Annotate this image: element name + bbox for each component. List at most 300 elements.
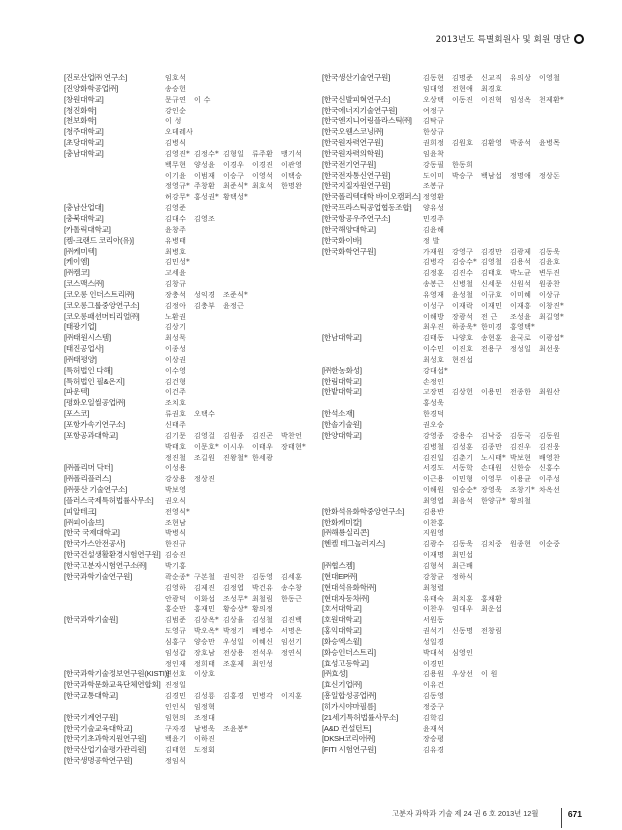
member-name: 임대영 — [423, 84, 445, 93]
organization-name: [진양화학공업㈜] — [64, 83, 119, 93]
organization-name: [화승엑스윌] — [322, 636, 362, 646]
member-name: 이시우 — [223, 442, 245, 451]
member-name: 조성윤 — [510, 312, 532, 321]
member-entry — [64, 257, 322, 268]
member-entry — [64, 149, 322, 203]
member-names — [165, 333, 322, 344]
member-name: 심영인 — [452, 648, 474, 657]
member-names — [423, 181, 580, 192]
organization-name: [FITI 시험연구원] — [322, 745, 377, 755]
member-name: 성일경 — [423, 637, 445, 646]
member-name: 진정일 — [165, 681, 187, 690]
page-footer — [392, 804, 582, 824]
member-names — [423, 366, 580, 377]
member-name: 박보영 — [165, 486, 187, 495]
member-name: 김상율 — [223, 616, 245, 625]
member-entry — [64, 615, 322, 669]
member-entry — [64, 528, 322, 539]
member-names — [423, 138, 580, 149]
member-entry — [64, 203, 322, 214]
member-names — [165, 355, 322, 366]
member-names — [423, 116, 580, 127]
member-name: 윤재석 — [423, 724, 445, 733]
member-name: 김동현 — [423, 74, 445, 82]
member-name: 임현의 — [165, 713, 187, 722]
member-name: 이동진 — [452, 95, 474, 104]
member-name: 신한승 — [510, 464, 532, 473]
member-name: 이재락 — [452, 301, 474, 310]
member-names — [165, 463, 322, 474]
organization-name: [한국생명공학연구원] — [64, 756, 133, 766]
member-name: 조봉규 — [423, 182, 445, 191]
member-entry — [64, 691, 322, 713]
member-name: 노시태* — [481, 453, 506, 462]
organization-name: [한국 국제대학교] — [64, 528, 120, 538]
member-name: 장승평 — [423, 735, 445, 744]
member-names — [165, 496, 322, 507]
member-name: 남병욱 — [194, 724, 216, 733]
member-name: 이상규 — [539, 290, 561, 299]
member-names — [423, 409, 580, 420]
member-name: 신세문 — [481, 280, 503, 289]
member-name: 현진섭 — [452, 355, 474, 364]
member-name: 강용수 — [452, 431, 474, 440]
member-names — [165, 301, 322, 312]
member-name: 장충석 — [165, 290, 187, 299]
organization-name: [태진공업사] — [64, 344, 104, 354]
member-entry — [64, 84, 322, 95]
member-name: 임대우 — [452, 605, 474, 614]
member-name: 임승순* — [452, 486, 477, 495]
organization-name: [한국엔지니어링플라스틱㈜] — [322, 116, 412, 126]
member-names — [165, 225, 322, 236]
organization-name: [창원대학교] — [64, 94, 104, 104]
member-names — [165, 550, 322, 561]
organization-name: [효신기업㈜] — [322, 680, 362, 690]
member-entry — [64, 138, 322, 149]
member-name: 김낙중 — [481, 431, 503, 440]
member-names — [423, 691, 580, 702]
member-name: 이하진 — [194, 735, 216, 744]
member-name: 김영철 — [481, 258, 503, 267]
member-name: 전 근 — [481, 312, 498, 321]
member-entry — [64, 669, 322, 680]
member-name: 류권호 — [165, 410, 187, 419]
member-name: 한진규 — [165, 540, 187, 549]
member-name: 여정구 — [423, 106, 445, 115]
member-name: 박노균 — [510, 269, 532, 278]
member-entry — [64, 247, 322, 258]
member-entry — [322, 333, 580, 366]
member-entry — [64, 312, 322, 323]
member-name: 정성일 — [510, 345, 532, 354]
member-name: 유태숙 — [423, 594, 445, 603]
member-name: 김태헌 — [165, 746, 187, 755]
member-name: 최운섭 — [481, 605, 503, 614]
member-name: 박대석 — [423, 648, 445, 657]
member-entry — [64, 680, 322, 691]
member-name: 구본철 — [194, 572, 216, 581]
member-name: 김기문 — [165, 431, 187, 440]
member-name: 신동명 — [452, 627, 474, 636]
member-name: 한세광 — [252, 453, 274, 462]
member-names — [165, 409, 322, 420]
member-name: 윤병목 — [539, 139, 561, 148]
member-entry — [322, 225, 580, 236]
member-names — [165, 691, 322, 713]
member-entry — [64, 301, 322, 312]
member-name: 김학김 — [423, 713, 445, 722]
member-entry — [322, 377, 580, 388]
member-entry — [64, 377, 322, 388]
member-names — [165, 756, 322, 767]
member-names — [165, 73, 322, 84]
member-names — [165, 713, 322, 724]
organization-name: [천보화학] — [64, 116, 97, 126]
member-entry — [64, 572, 322, 615]
member-name: 우성일 — [223, 637, 245, 646]
member-name: 김정엽 — [223, 583, 245, 592]
member-name: 박병식 — [165, 529, 187, 538]
member-entry — [64, 106, 322, 117]
member-name: 권희정 — [423, 139, 445, 148]
member-names — [165, 734, 322, 745]
member-name: 이경진 — [252, 160, 274, 169]
member-name: 김진우 — [510, 442, 532, 451]
member-name: 박찬언 — [281, 431, 303, 440]
organization-name: [한밭대학교] — [322, 387, 362, 397]
page-header — [436, 33, 584, 45]
member-entry — [322, 561, 580, 572]
organization-name: [코스맥스㈜] — [64, 279, 104, 289]
member-names — [165, 322, 322, 333]
organization-name: [한화석유화학중앙연구소] — [322, 506, 405, 516]
member-name: 최치훈 — [452, 594, 474, 603]
member-name: 이 수 — [194, 95, 211, 104]
member-name: 진왕철* — [223, 453, 248, 462]
member-name: 최성묵 — [165, 334, 187, 343]
organization-name: [한국원자력의학원] — [322, 148, 383, 158]
member-name: 김용원 — [423, 670, 445, 679]
organization-name: [㈜한농화성] — [322, 365, 362, 375]
organization-name: [켐-크랜드 코리아(유)] — [64, 235, 134, 245]
member-name: 김동욱 — [539, 247, 561, 256]
member-names — [423, 615, 580, 626]
member-name: 지원영 — [423, 529, 445, 538]
member-name: 김진백 — [281, 616, 303, 625]
member-entry — [64, 550, 322, 561]
member-name: 이혜신 — [252, 637, 274, 646]
member-name: 김병철 — [423, 442, 445, 451]
member-name: 이상호 — [194, 670, 216, 679]
member-name: 손정인 — [423, 377, 445, 386]
member-name: 이용민 — [481, 388, 503, 397]
organization-name: [진로산업㈜ 연구소] — [64, 73, 128, 82]
member-names — [423, 214, 580, 225]
organization-name: [화승인더스트리] — [322, 647, 376, 657]
organization-name: [코오롱 인더스트리㈜] — [64, 289, 135, 299]
member-name: 김영진* — [165, 149, 190, 158]
member-name: 정하식 — [452, 572, 474, 581]
member-names — [423, 225, 580, 236]
member-names — [165, 279, 322, 290]
member-names — [423, 247, 580, 334]
organization-name: [㈜케미텍] — [64, 246, 97, 256]
member-entry — [64, 366, 322, 377]
member-name: 김원종 — [223, 431, 245, 440]
member-name: 배영찬 — [539, 453, 561, 462]
member-name: 박오옥* — [194, 627, 219, 636]
member-name: 김명준 — [452, 74, 474, 82]
member-name: 조준식* — [223, 290, 248, 299]
member-entry — [64, 507, 322, 518]
member-names — [165, 528, 322, 539]
member-entry — [64, 214, 322, 225]
member-names — [165, 485, 322, 496]
organization-name: [플러스국제특허법률사무소] — [64, 495, 154, 505]
member-name: 김승수* — [452, 258, 477, 267]
member-name: 김대수 — [165, 214, 187, 223]
member-name: 정상돈 — [539, 171, 561, 180]
member-names — [165, 420, 322, 431]
member-entry — [322, 702, 580, 713]
member-name: 김치중 — [481, 540, 503, 549]
member-name: 김종만 — [481, 442, 503, 451]
member-names — [165, 669, 322, 680]
member-names — [165, 95, 322, 106]
member-names — [423, 528, 580, 539]
organization-name: [㈜피이솔브] — [64, 517, 104, 527]
member-entry — [322, 192, 580, 203]
organization-name: [㈜켐코] — [64, 268, 90, 278]
organization-name: [현대석유화학㈜] — [322, 582, 377, 592]
member-names — [423, 702, 580, 713]
member-name: 장영욱 — [481, 486, 503, 495]
member-name: 허강무* — [165, 193, 190, 202]
member-name: 신홍수 — [539, 464, 561, 473]
member-entry — [64, 344, 322, 355]
member-entry — [322, 366, 580, 377]
organization-name: [호원대학교] — [322, 615, 362, 625]
organization-name: [호서대학교] — [322, 604, 362, 614]
member-names — [165, 398, 322, 409]
organization-name: [21세기특허법률사무소] — [322, 712, 399, 722]
member-name: 조현남 — [165, 518, 187, 527]
member-name: 이태우 — [252, 442, 274, 451]
member-name: 김범준 — [165, 616, 187, 625]
member-name: 전용구 — [481, 345, 503, 354]
member-name: 문규연 — [165, 95, 187, 104]
member-name: 김성철 — [252, 616, 274, 625]
member-name: 정영규* — [165, 182, 190, 191]
member-name: 김정아 — [165, 301, 187, 310]
organization-name: [㈜효성] — [322, 669, 348, 679]
organization-name: [한국지질자원연구원] — [322, 181, 391, 191]
member-name: 홍채환 — [481, 594, 503, 603]
organization-name: [평화오일씰공업㈜] — [64, 398, 126, 408]
member-entry — [64, 756, 322, 767]
member-name: 한상규 — [423, 128, 445, 137]
member-name: 박종석 — [510, 139, 532, 148]
member-name: 이찬우 — [423, 605, 445, 614]
organization-name: [한석소재] — [322, 409, 355, 419]
member-name: 이관영 — [281, 160, 303, 169]
member-names — [423, 192, 580, 203]
member-name: 권석기 — [423, 627, 445, 636]
organization-name: [한국건설생활환경시험연구원] — [64, 550, 161, 560]
member-name: 이문호* — [194, 442, 219, 451]
member-name: 배병수 — [252, 627, 274, 636]
member-name: 임성옥 — [510, 95, 532, 104]
page-title: 2013년도 특별회원사 및 회원 명단 — [435, 35, 570, 45]
member-names — [423, 518, 580, 529]
member-name: 최병호 — [165, 247, 187, 256]
organization-name: [청진화학] — [64, 105, 97, 115]
member-name: 신병철 — [452, 280, 474, 289]
member-name: 김동영 — [252, 572, 274, 581]
member-name: 김진수 — [452, 269, 474, 278]
member-name: 최음석 — [452, 496, 474, 505]
member-name: 박보현 — [510, 453, 532, 462]
member-entry — [322, 73, 580, 95]
member-names — [423, 507, 580, 518]
member-names — [423, 160, 580, 171]
member-name: 김원호 — [452, 139, 474, 148]
member-name: 류주환 — [252, 149, 274, 158]
member-entry — [322, 116, 580, 127]
member-name: 홍순만 — [165, 605, 187, 614]
member-entry — [322, 528, 580, 539]
member-name: 오데레사 — [165, 128, 194, 137]
member-name: 김진웅 — [539, 442, 561, 451]
member-names — [165, 203, 322, 214]
member-name: 고세윤 — [165, 269, 187, 278]
member-name: 고장면 — [423, 388, 445, 397]
member-name: 김성훈 — [452, 442, 474, 451]
member-entry — [322, 214, 580, 225]
member-name: 맹기석 — [281, 149, 303, 158]
member-name: 이수민 — [423, 345, 445, 354]
member-names — [423, 236, 580, 247]
member-name: 주창환 — [194, 182, 216, 191]
member-name: 김탁규 — [423, 117, 445, 126]
member-name: 권오식 — [165, 496, 187, 505]
member-name: 윤창주 — [165, 225, 187, 234]
member-name: 김광수 — [423, 540, 445, 549]
member-entry — [322, 734, 580, 745]
member-name: 김병식 — [165, 139, 187, 148]
member-names — [423, 594, 580, 605]
member-name: 최청렬 — [423, 583, 445, 592]
right-column — [322, 73, 580, 756]
member-name: 유의상 — [510, 74, 532, 82]
member-name: 이순중 — [539, 540, 561, 549]
journal-citation: 고분자 과학과 기술 제 24 권 6 호 2013년 12월 — [392, 809, 539, 818]
member-name: 민경주 — [423, 214, 445, 223]
member-name: 정임식 — [165, 757, 187, 766]
member-name: 이 성 — [165, 117, 182, 126]
organization-name: [포항공과대학교] — [64, 430, 118, 440]
member-name: 우상선 — [452, 670, 474, 679]
member-entry — [322, 138, 580, 149]
member-name: 전현애 — [452, 84, 474, 93]
member-name: 손대원 — [481, 464, 503, 473]
member-name: 조치호 — [165, 399, 187, 408]
member-name: 한경덕 — [423, 410, 445, 419]
member-entry — [64, 539, 322, 550]
member-name: 김충부 — [194, 301, 216, 310]
member-name: 이승구 — [223, 171, 245, 180]
member-entry — [322, 431, 580, 507]
member-names — [165, 474, 322, 485]
member-name: 조윤봉* — [223, 724, 248, 733]
member-names — [423, 171, 580, 182]
member-names — [423, 669, 580, 680]
organization-name: [파운텍] — [64, 387, 90, 397]
member-names — [165, 257, 322, 268]
member-name: 김춘기 — [452, 453, 474, 462]
member-name: 홍성욱 — [423, 399, 445, 408]
member-entry — [322, 539, 580, 561]
member-name: 백윤기 — [165, 735, 187, 744]
member-name: 박건유 — [252, 583, 274, 592]
member-entry — [322, 648, 580, 659]
member-name: 송수창 — [281, 583, 303, 592]
member-entry — [322, 106, 580, 117]
member-name: 김용석 — [510, 258, 532, 267]
member-name: 노환권 — [165, 312, 187, 321]
member-entry — [64, 95, 322, 106]
member-name: 이주성 — [539, 475, 561, 484]
organization-name: [한국가스안전공사] — [64, 539, 125, 549]
member-name: 이창진* — [539, 301, 564, 310]
member-name: 이근용 — [423, 475, 445, 484]
member-name: 전상용 — [223, 648, 245, 657]
member-name: 정희태 — [194, 659, 216, 668]
member-name: 인인식 — [165, 702, 187, 711]
member-entry — [322, 659, 580, 670]
organization-name: [한국교통대학교] — [64, 691, 118, 701]
organization-name: [특허법인 필&온지] — [64, 376, 125, 386]
member-name: 서원동 — [423, 616, 445, 625]
organization-name: [피알테크] — [64, 506, 97, 516]
member-entry — [322, 583, 580, 594]
member-name: 윤국로 — [510, 334, 532, 343]
member-name: 가재원 — [423, 247, 445, 256]
member-name: 김정훈 — [423, 269, 445, 278]
organization-name: [한국화이바] — [322, 235, 362, 245]
member-name: 정상진 — [194, 475, 216, 484]
member-entry — [64, 236, 322, 247]
member-name: 정연식 — [281, 648, 303, 657]
member-names — [165, 561, 322, 572]
organization-name: [충북대학교] — [64, 213, 104, 223]
member-names — [423, 734, 580, 745]
organization-name: [태광기업] — [64, 322, 97, 332]
member-name: 최민섭 — [452, 551, 474, 560]
organization-name: [한국기초과학지원연구원] — [64, 734, 147, 744]
member-name: 나양호 — [452, 334, 474, 343]
member-name: 최성호 — [423, 355, 445, 364]
member-name: 윤정근 — [223, 301, 245, 310]
member-name: 장태현* — [281, 442, 306, 451]
member-name: 한동희 — [452, 160, 474, 169]
left-column — [64, 73, 322, 767]
organization-name: [㈜태원시스템] — [64, 333, 111, 343]
member-name: 김진곤 — [252, 431, 274, 440]
member-names — [165, 745, 322, 756]
member-name: 김건형 — [165, 377, 187, 386]
